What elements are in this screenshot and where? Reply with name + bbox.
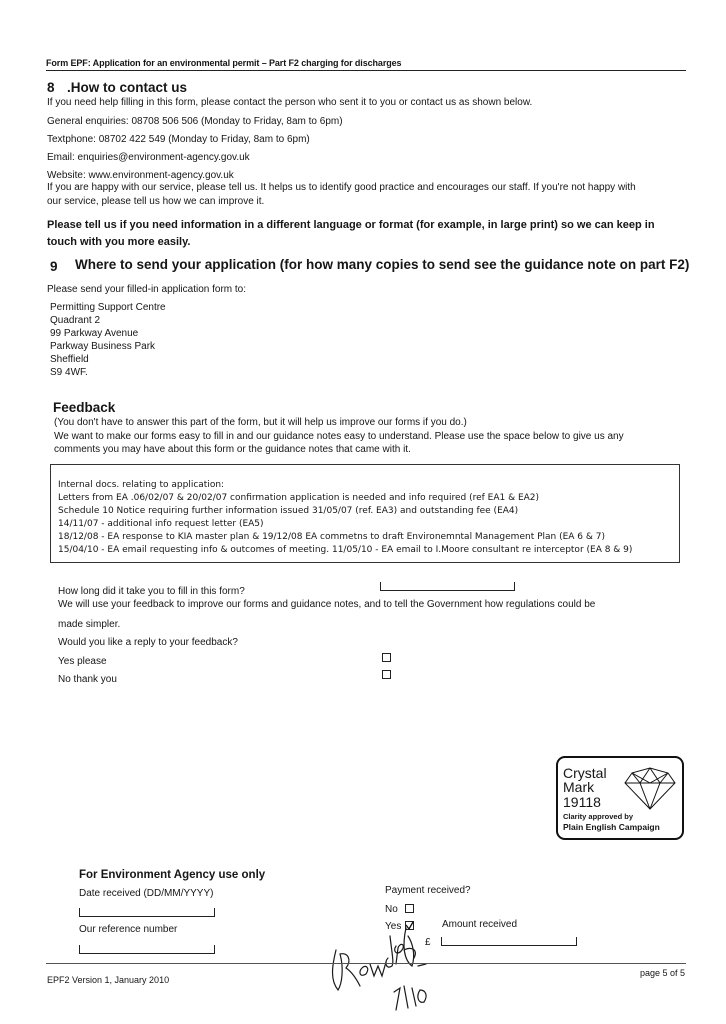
section-9-number: 9 [50, 259, 58, 274]
crystal-mark-clarity: Clarity approved by [563, 812, 634, 821]
postal-address [50, 301, 166, 379]
comment-line: 14/11/07 - additional info request letter (EA5) [58, 519, 264, 529]
section-8-number: 8 [47, 80, 55, 95]
language-format-line-2: touch with you more easily. [47, 236, 191, 248]
address-line: Parkway Business Park [50, 341, 156, 352]
feedback-service-line-2: our service, please tell us how we can improve it. [47, 196, 265, 207]
how-long-input[interactable] [380, 582, 515, 591]
date-received-label: Date received (DD/MM/YYYY) [79, 888, 214, 899]
website: Website: www.environment-agency.gov.uk [47, 170, 234, 181]
crystal-mark-line-2: Mark [563, 779, 595, 795]
amount-received-label: Amount received [442, 919, 518, 930]
address-line: 99 Parkway Avenue [50, 328, 139, 339]
handwritten-signature [322, 906, 442, 1024]
feedback-title: Feedback [53, 400, 116, 415]
amount-received-input[interactable] [441, 937, 577, 946]
comment-line: Internal docs. relating to application: [58, 480, 225, 490]
footer-version: EPF2 Version 1, January 2010 [47, 975, 170, 985]
date-received-input[interactable] [79, 908, 215, 917]
feedback-use-line-1: We will use your feedback to improve our forms and guidance notes, and to tell the Government how regulations could be [58, 599, 596, 610]
address-line: Permitting Support Centre [50, 302, 166, 313]
language-format-line-1: Please tell us if you need information in a different language or format (for example, in large print) so we can keep in [47, 219, 655, 231]
address-line: Sheffield [50, 354, 89, 365]
comments-box[interactable] [50, 464, 680, 563]
header-rule [46, 70, 686, 71]
crystal-mark-campaign: Plain English Campaign [563, 822, 660, 832]
footer-rule [46, 963, 686, 964]
feedback-use-line-2: made simpler. [58, 619, 121, 630]
comment-line: 18/12/08 - EA response to KIA master plan & 19/12/08 EA commetns to draft Environemntal Management Plan (EA 6 & 7) [58, 532, 606, 542]
no-thank-you-label: No thank you [58, 674, 117, 685]
section-8-title: .How to contact us [67, 80, 188, 95]
no-thank-you-checkbox[interactable] [382, 670, 391, 679]
section-9-title: Where to send your application (for how many copies to send see the guidance note on part F2) [75, 257, 690, 272]
crystal-mark-number: 19118 [563, 794, 601, 810]
payment-yes-label: Yes [385, 921, 402, 932]
crystal-mark-line-1: Crystal [563, 765, 607, 781]
comment-line: Letters from EA .06/02/07 & 20/02/07 confirmation application is needed and info required (ref EA1 & EA2) [58, 493, 540, 503]
payment-no-label: No [385, 904, 398, 915]
footer-page-number: page 5 of 5 [640, 968, 686, 978]
reply-question: Would you like a reply to your feedback? [58, 637, 238, 648]
feedback-intro-line-2: comments you may have about this form or the guidance notes that came with it. [54, 444, 411, 455]
form-title: Form EPF: Application for an environmental permit – Part F2 charging for discharges [46, 58, 402, 68]
feedback-optional: (You don't have to answer this part of the form, but it will help us improve our forms if you do.) [54, 417, 467, 428]
yes-please-label: Yes please [58, 656, 107, 667]
currency-symbol: £ [425, 937, 431, 948]
address-line: Quadrant 2 [50, 315, 101, 326]
office-use-title: For Environment Agency use only [79, 869, 266, 881]
send-intro: Please send your filled-in application form to: [47, 284, 246, 295]
reference-number-input[interactable] [79, 945, 215, 954]
feedback-service-line-1: If you are happy with our service, please tell us. It helps us to identify good practice and encourages our staff. If you're not happy with [47, 182, 636, 193]
email: Email: enquiries@environment-agency.gov.uk [47, 152, 250, 163]
crystal-diamond-icon [622, 765, 678, 811]
reference-number-label: Our reference number [79, 924, 178, 935]
payment-received-label: Payment received? [385, 885, 471, 896]
how-long-label: How long did it take you to fill in this form? [58, 586, 245, 597]
general-enquiries: General enquiries: 08708 506 506 (Monday to Friday, 8am to 6pm) [47, 116, 343, 127]
address-line: S9 4WF. [50, 367, 88, 378]
comment-line: Schedule 10 Notice requiring further information issued 31/05/07 (ref. EA3) and outstanding fee (EA4) [58, 506, 519, 516]
contact-intro: If you need help filling in this form, please contact the person who sent it to you or contact us as shown below. [47, 97, 533, 108]
crystal-mark-badge [556, 756, 684, 840]
feedback-intro-line-1: We want to make our forms easy to fill in and our guidance notes easy to understand. Please use the space below to give us any [54, 431, 624, 442]
yes-please-checkbox[interactable] [382, 653, 391, 662]
comment-line: 15/04/10 - EA email requesting info & outcomes of meeting. 11/05/10 - EA email to I.Moore consultant re interceptor (EA 8 & 9) [58, 545, 633, 555]
textphone: Textphone: 08702 422 549 (Monday to Friday, 8am to 6pm) [47, 134, 310, 145]
